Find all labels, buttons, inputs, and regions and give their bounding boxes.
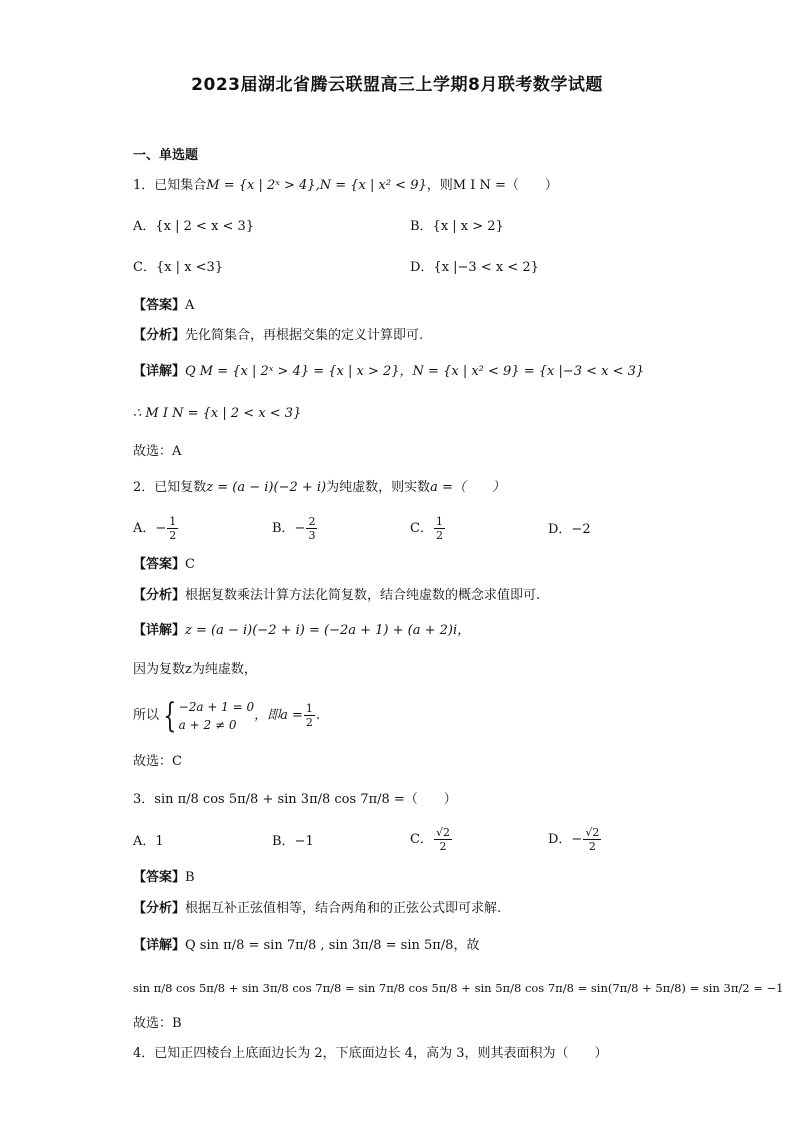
q2-stem xyxy=(133,478,505,498)
q2-system-equations xyxy=(179,698,254,734)
fraction-denominator: 3 xyxy=(308,529,316,542)
fraction-numerator: 1 xyxy=(305,702,313,715)
fraction-numerator: 1 xyxy=(169,515,177,528)
q3-detail-text: Q sin π/8 = sin 7π/8 , sin 3π/8 = sin 5π/8，故 xyxy=(185,938,480,953)
q2-option-a-fraction xyxy=(167,515,178,542)
fraction-numerator: √2 xyxy=(585,826,600,839)
q1-detail-a: Q M = {x | 2ˣ > 4} = {x | x > 2} xyxy=(185,364,400,379)
q3-option-c-prefix: C． xyxy=(410,832,433,847)
q3-analysis xyxy=(133,899,501,919)
analysis-label: 【分析】 xyxy=(133,588,186,603)
q1-option-d: D．{x |−3 < x < 2} xyxy=(410,260,539,275)
q3-answer xyxy=(133,868,195,888)
q2-system xyxy=(133,697,320,735)
answer-label: 【答案】 xyxy=(133,557,186,572)
fraction-denominator: 2 xyxy=(439,840,447,853)
analysis-label: 【分析】 xyxy=(133,901,186,916)
q3-stem: 3．sin π/8 cos 5π/8 + sin 3π/8 cos 7π/8 =（ ） xyxy=(133,792,457,807)
q3-detail xyxy=(133,936,479,956)
q2-option-c-fraction xyxy=(434,515,445,542)
q1-set-n: ,N = {x | x² < 9} xyxy=(315,178,427,193)
q2-option-a xyxy=(133,515,179,542)
q1-option-a: A．{x | 2 < x < 3} xyxy=(133,219,255,234)
q1-analysis xyxy=(133,326,423,346)
q2-option-b-fraction xyxy=(306,515,317,542)
q3-option-d-prefix: D．− xyxy=(548,832,583,847)
q2-system-eq2: a + 2 ≠ 0 xyxy=(178,717,237,732)
fraction-denominator: 2 xyxy=(435,529,443,542)
q2-analysis xyxy=(133,586,540,606)
q1-option-b: B．{x | x > 2} xyxy=(410,219,504,234)
q2-system-result: ，即a = xyxy=(254,708,303,723)
q1-analysis-text: 先化简集合，再根据交集的定义计算即可. xyxy=(185,328,424,343)
fraction-denominator: 2 xyxy=(169,529,177,542)
section-heading: 一、单选题 xyxy=(133,148,199,163)
q2-system-prefix: 所以 xyxy=(133,708,160,723)
q2-analysis-text: 根据复数乘法计算方法化简复数，结合纯虚数的概念求值即可. xyxy=(185,588,541,603)
q2-result-fraction xyxy=(304,702,315,729)
q1-therefore: ∴ M I N = {x | 2 < x < 3} xyxy=(133,406,302,421)
q3-answer-value: B xyxy=(185,870,195,885)
q3-option-a: A．1 xyxy=(133,834,164,849)
q3-long-derivation: sin π/8 cos 5π/8 + sin 3π/8 cos 7π/8 = sin 7π/8 cos 5π/8 + sin 5π/8 cos 7π/8 = sin(7π/8 + 5π/8) = sin 3π/2 = −1 xyxy=(133,981,784,995)
q2-stem-b: 为纯虚数，则实数 xyxy=(326,480,431,495)
q1-stem xyxy=(133,176,558,196)
answer-label: 【答案】 xyxy=(133,870,186,885)
q1-option-c: C．{x | x <3} xyxy=(133,260,224,275)
q1-choose: 故选：A xyxy=(133,444,182,459)
q1-detail-b: ，N = {x | x² < 9} = {x |−3 < x < 3} xyxy=(399,364,645,379)
detail-label: 【详解】 xyxy=(133,623,186,638)
detail-label: 【详解】 xyxy=(133,938,186,953)
q2-option-c xyxy=(410,515,446,542)
q3-option-d xyxy=(548,826,602,853)
analysis-label: 【分析】 xyxy=(133,328,186,343)
q2-option-a-prefix: A．− xyxy=(133,521,167,536)
q3-option-b: B．−1 xyxy=(272,834,314,849)
q1-stem-a: 1．已知集合 xyxy=(133,178,207,193)
q2-system-eq1: −2a + 1 = 0 xyxy=(178,699,255,714)
page-title: 2023届湖北省腾云联盟高三上学期8月联考数学试题 xyxy=(191,75,603,95)
fraction-denominator: 2 xyxy=(305,716,313,729)
q3-choose: 故选：B xyxy=(133,1016,182,1031)
left-brace: { xyxy=(163,695,177,736)
q1-answer xyxy=(133,296,194,316)
answer-label: 【答案】 xyxy=(133,298,186,313)
q1-detail xyxy=(133,362,644,382)
q2-option-d: D．−2 xyxy=(548,522,591,537)
q1-set-m: M = {x | 2ˣ > 4} xyxy=(206,178,316,193)
detail-label: 【详解】 xyxy=(133,364,186,379)
q2-option-b xyxy=(272,515,318,542)
q1-stem-b: ，则M I N =（ ） xyxy=(426,178,558,193)
fraction-numerator: √2 xyxy=(435,826,450,839)
fraction-numerator: 2 xyxy=(308,515,316,528)
q2-detail xyxy=(133,621,470,641)
q2-option-b-prefix: B．− xyxy=(272,521,306,536)
q4-stem: 4．已知正四棱台上底面边长为 2，下底面边长 4，高为 3，则其表面积为（ ） xyxy=(133,1046,608,1061)
q2-choose: 故选：C xyxy=(133,754,182,769)
q3-option-c xyxy=(410,826,453,853)
q2-expr: z = (a − i)(−2 + i) xyxy=(206,480,327,495)
q2-stem-c: a =（ ） xyxy=(430,480,505,495)
q2-answer xyxy=(133,555,195,575)
q2-stem-a: 2．已知复数 xyxy=(133,480,207,495)
q2-answer-value: C xyxy=(185,557,195,572)
q1-answer-value: A xyxy=(185,298,195,313)
fraction-denominator: 2 xyxy=(588,840,596,853)
q2-system-period: . xyxy=(315,708,321,723)
q2-line2: 因为复数z为纯虚数， xyxy=(133,662,257,677)
q3-option-c-fraction xyxy=(434,826,452,853)
q3-option-d-fraction xyxy=(583,826,601,853)
fraction-numerator: 1 xyxy=(435,515,443,528)
q2-option-c-prefix: C． xyxy=(410,521,433,536)
q2-detail-text: z = (a − i)(−2 + i) = (−2a + 1) + (a + 2)i， xyxy=(185,623,471,638)
q3-analysis-text: 根据互补正弦值相等，结合两角和的正弦公式即可求解. xyxy=(185,901,502,916)
